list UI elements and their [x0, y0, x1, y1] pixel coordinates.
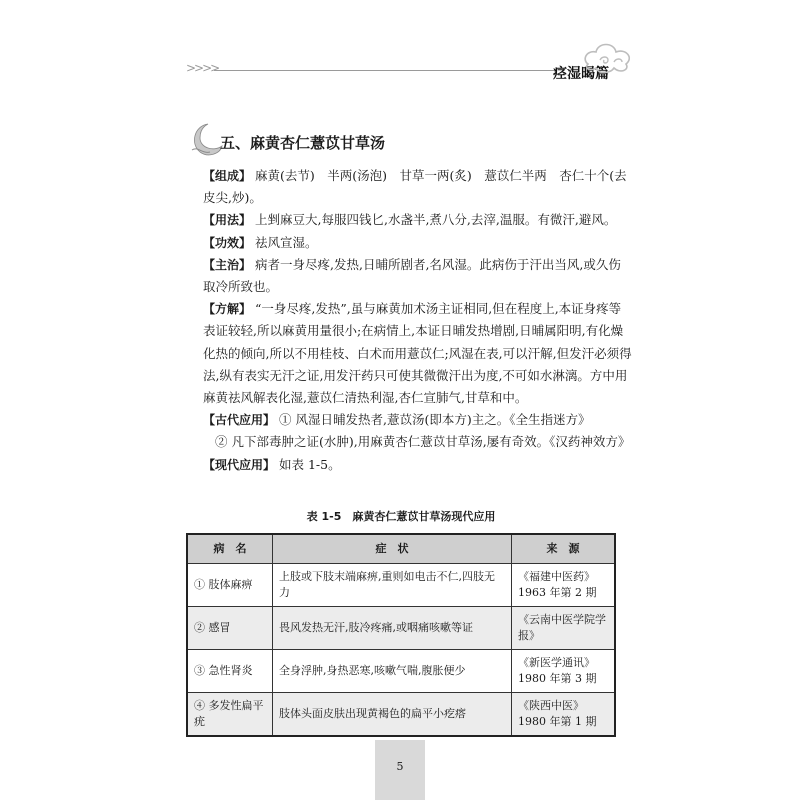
header-source: 来 源 — [512, 534, 616, 564]
cell-symptoms: 肢体头面皮肤出现黄褐色的扁平小疙瘩 — [273, 693, 512, 737]
paragraph-indication — [203, 254, 633, 298]
paragraph-text: “一身尽疼,发热”,虽与麻黄加术汤主证相同,但在程度上,本证身疼等表证较轻,所以麻黄用量很小;在病情上,本证日晡发热增剧,日晡属阳明,有化燥化热的倾向,所以不用桂枝、白术而用薏苡仁;风湿在表,可以汗解,但发汗必须得法,纵有表实无汗之证,用发汗药只可使其微微汗出为度,不可如水淋漓。方中用麻黄祛风解表化湿,薏苡仁清热利湿,杏仁宣肺气,甘草和中。 — [203, 301, 632, 406]
paragraph-modern-use — [203, 454, 633, 476]
cell-disease: ④ 多发性扁平疣 — [187, 693, 273, 737]
tag-label: 【功效】 — [203, 235, 252, 250]
cell-source: 《云南中医学院学报》 — [512, 607, 616, 650]
paragraph-text: 麻黄(去节) 半两(汤泡) 甘草一两(炙) 薏苡仁半两 杏仁十个(去皮尖,炒)。 — [203, 168, 627, 206]
table-row — [187, 564, 615, 607]
header-rule — [214, 70, 554, 71]
table-row — [187, 693, 615, 737]
tag-label: 【主治】 — [203, 257, 252, 272]
paragraph-efficacy — [203, 232, 633, 254]
page-number-tab — [375, 740, 425, 800]
paragraph-text: ① 风湿日晡发热者,薏苡汤(即本方)主之。《全生指迷方》 — [279, 412, 591, 428]
tag-label: 【方解】 — [203, 302, 252, 317]
running-title: 痉湿暍篇 — [553, 66, 609, 82]
tag-label: 【用法】 — [203, 213, 252, 228]
paragraph-text: 祛风宣湿。 — [255, 234, 318, 250]
cell-symptoms: 全身浮肿,身热恶寒,咳嗽气喘,腹胀便少 — [273, 650, 512, 693]
cell-symptoms: 上肢或下肢末端麻痹,重则如电击不仁,四肢无力 — [273, 564, 512, 607]
table-caption: 表 1-5 麻黄杏仁薏苡甘草汤现代应用 — [306, 510, 496, 523]
applications-table — [186, 533, 616, 737]
cell-symptoms: 畏风发热无汗,肢冷疼痛,或咽痛咳嗽等证 — [273, 607, 512, 650]
paragraph-ancient-use — [203, 409, 633, 431]
section-title: 五、麻黄杏仁薏苡甘草汤 — [220, 134, 386, 152]
paragraph-usage — [203, 209, 633, 231]
cell-disease: ③ 急性肾炎 — [187, 650, 273, 693]
table-row — [187, 607, 615, 650]
cell-source: 《福建中医药》1963 年第 2 期 — [512, 564, 616, 607]
body-text — [203, 165, 633, 476]
chevron-ornament: >>>> — [186, 61, 219, 75]
tag-label: 【古代应用】 — [203, 413, 276, 428]
paragraph-composition — [203, 165, 633, 209]
cell-source: 《陕西中医》1980 年第 1 期 — [512, 693, 616, 737]
cell-disease: ① 肢体麻痹 — [187, 564, 273, 607]
cell-disease: ② 感冒 — [187, 607, 273, 650]
section-heading — [186, 120, 486, 160]
table-header-row — [187, 534, 615, 564]
paragraph-analysis — [203, 298, 633, 409]
tag-label: 【组成】 — [203, 169, 252, 183]
paragraph-text: 如表 1-5。 — [279, 456, 341, 472]
header-disease: 病 名 — [187, 534, 273, 564]
running-header — [0, 0, 800, 100]
tag-label: 【现代应用】 — [203, 457, 276, 472]
paragraph-text: 上剉麻豆大,每服四钱匕,水盏半,煮八分,去滓,温服。有微汗,避风。 — [255, 212, 617, 228]
header-symptoms: 症 状 — [273, 534, 512, 564]
cloud-ornament-icon — [580, 38, 636, 78]
paragraph-ancient-use-2 — [203, 431, 633, 453]
paragraph-text: ② 凡下部毒肿之证(水肿),用麻黄杏仁薏苡甘草汤,屡有奇效。《汉药神效方》 — [215, 434, 631, 450]
table-row — [187, 650, 615, 693]
page-number: 5 — [396, 760, 404, 773]
cell-source: 《新医学通讯》1980 年第 3 期 — [512, 650, 616, 693]
paragraph-text: 病者一身尽疼,发热,日晡所剧者,名风湿。此病伤于汗出当风,或久伤取冷所致也。 — [203, 256, 621, 295]
